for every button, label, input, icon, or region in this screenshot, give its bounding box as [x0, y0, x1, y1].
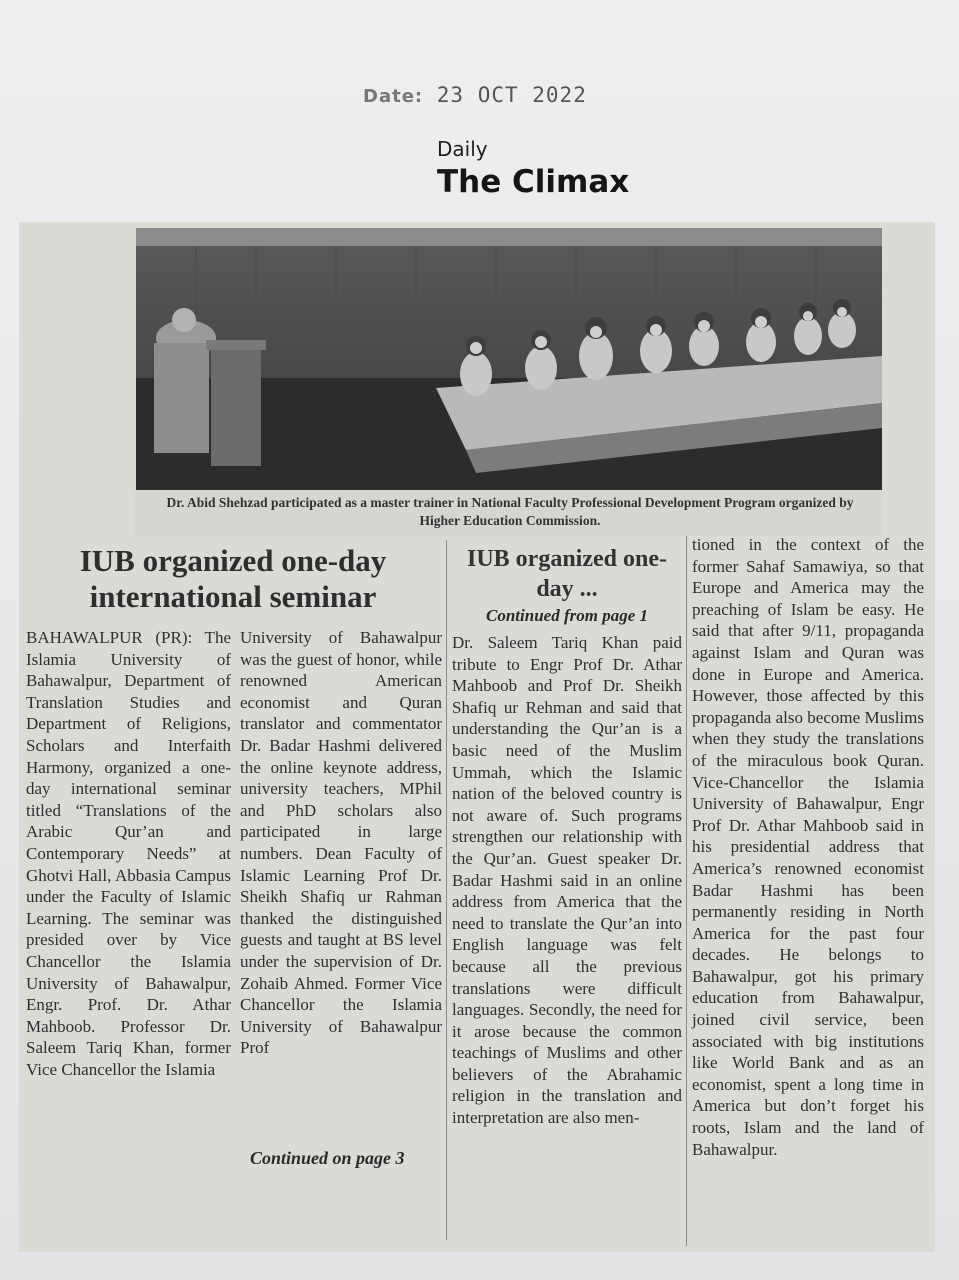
article-headline: IUB organized one-day international seminar	[79, 543, 387, 614]
article-column-1: BAHAWALPUR (PR): The Islamia University of Bahawalpur, Department of Translation Studies and Department of Religions, Scholars and Interfaith Harmony, organized a one-day international seminar titled “Translations of the Arabic Qur’an and Contemporary Needs” at Ghotvi Hall, Abbasia Campus under the Faculty of Islamic Learning. The seminar was presided over by Vice Chancellor the Islamia University of Bahawalpur, Engr. Prof. Dr. Athar Mahboob. Professor Dr. Saleem Tariq Khan, former Vice Chancellor the Islamia	[26, 628, 231, 1079]
date-value: 23 OCT 2022	[436, 83, 587, 107]
continuation-column-2: tioned in the context of the former Sahaf Samawiya, so that Europe and America may the preaching of Islam be easy. He said that after 9/11, propaganda against Islam and Quran was done in Europe and America. However, those affected by this propaganda also become Muslims when they study the translations of the miraculous book Quran. Vice-Chancellor the Islamia University of Bahawalpur, Engr Prof Dr. Athar Mahboob said in his presidential address that America’s renowned economist Badar Hashmi has been permanently residing in North America for the past four decades. He belongs to Bahawalpur, got his primary education from Bahawalpur, joined civil service, been associated with big institutions like World Bank and as an economist, spent a long time in America but don’t forget his roots, Islam and the land of Bahawalpur.	[692, 535, 924, 1159]
newspaper-name: The Climax	[437, 164, 630, 200]
photo-caption: Dr. Abid Shehzad participated as a master trainer in National Faculty Professional Development Program organized by Higher Education Commission.	[166, 495, 854, 528]
continued-from-note: Continued from page 1	[486, 606, 648, 625]
date-stamp	[363, 83, 587, 107]
article-column-2: University of Bahawalpur was the guest of honor, while renowned American economist and Quran translator and commentator Dr. Badar Hashmi delivered the online keynote address, university teachers, MPhil and PhD scholars also participated in large numbers. Dean Faculty of Islamic Learning Prof Dr. Sheikh Shafiq ur Rahman thanked the distinguished guests and taught at BS level under the supervision of Dr. Zohaib Ahmed. Former Vice Chancellor the Islamia University of Bahawalpur Prof	[240, 628, 442, 1058]
date-label: Date:	[363, 86, 424, 107]
continued-on-note: Continued on page 3	[250, 1148, 405, 1168]
seminar-photo	[136, 228, 882, 490]
continuation-column-1: Dr. Saleem Tariq Khan paid tribute to Engr Prof Dr. Athar Mahboob and Prof Dr. Sheikh Shafiq ur Rehman and said that understanding the Qur’an is a basic need of the Muslim Ummah, which the Islamic nation of the beloved country is not aware of. Such programs strengthen our relationship with the Qur’an. Guest speaker Dr. Badar Hashmi said in an online address from America that the need to translate the Qur’an into English language was felt because all the previous translations were difficult languages. Secondly, the need for it arose because the common teachings of Muslims and other believers of the Abrahamic religion in the translation and interpretation are also men-	[452, 633, 682, 1128]
column-divider	[686, 536, 687, 1246]
continuation-headline: IUB organized one-day ...	[467, 546, 667, 602]
column-divider	[446, 540, 447, 1240]
publication-frequency: Daily	[437, 137, 488, 161]
